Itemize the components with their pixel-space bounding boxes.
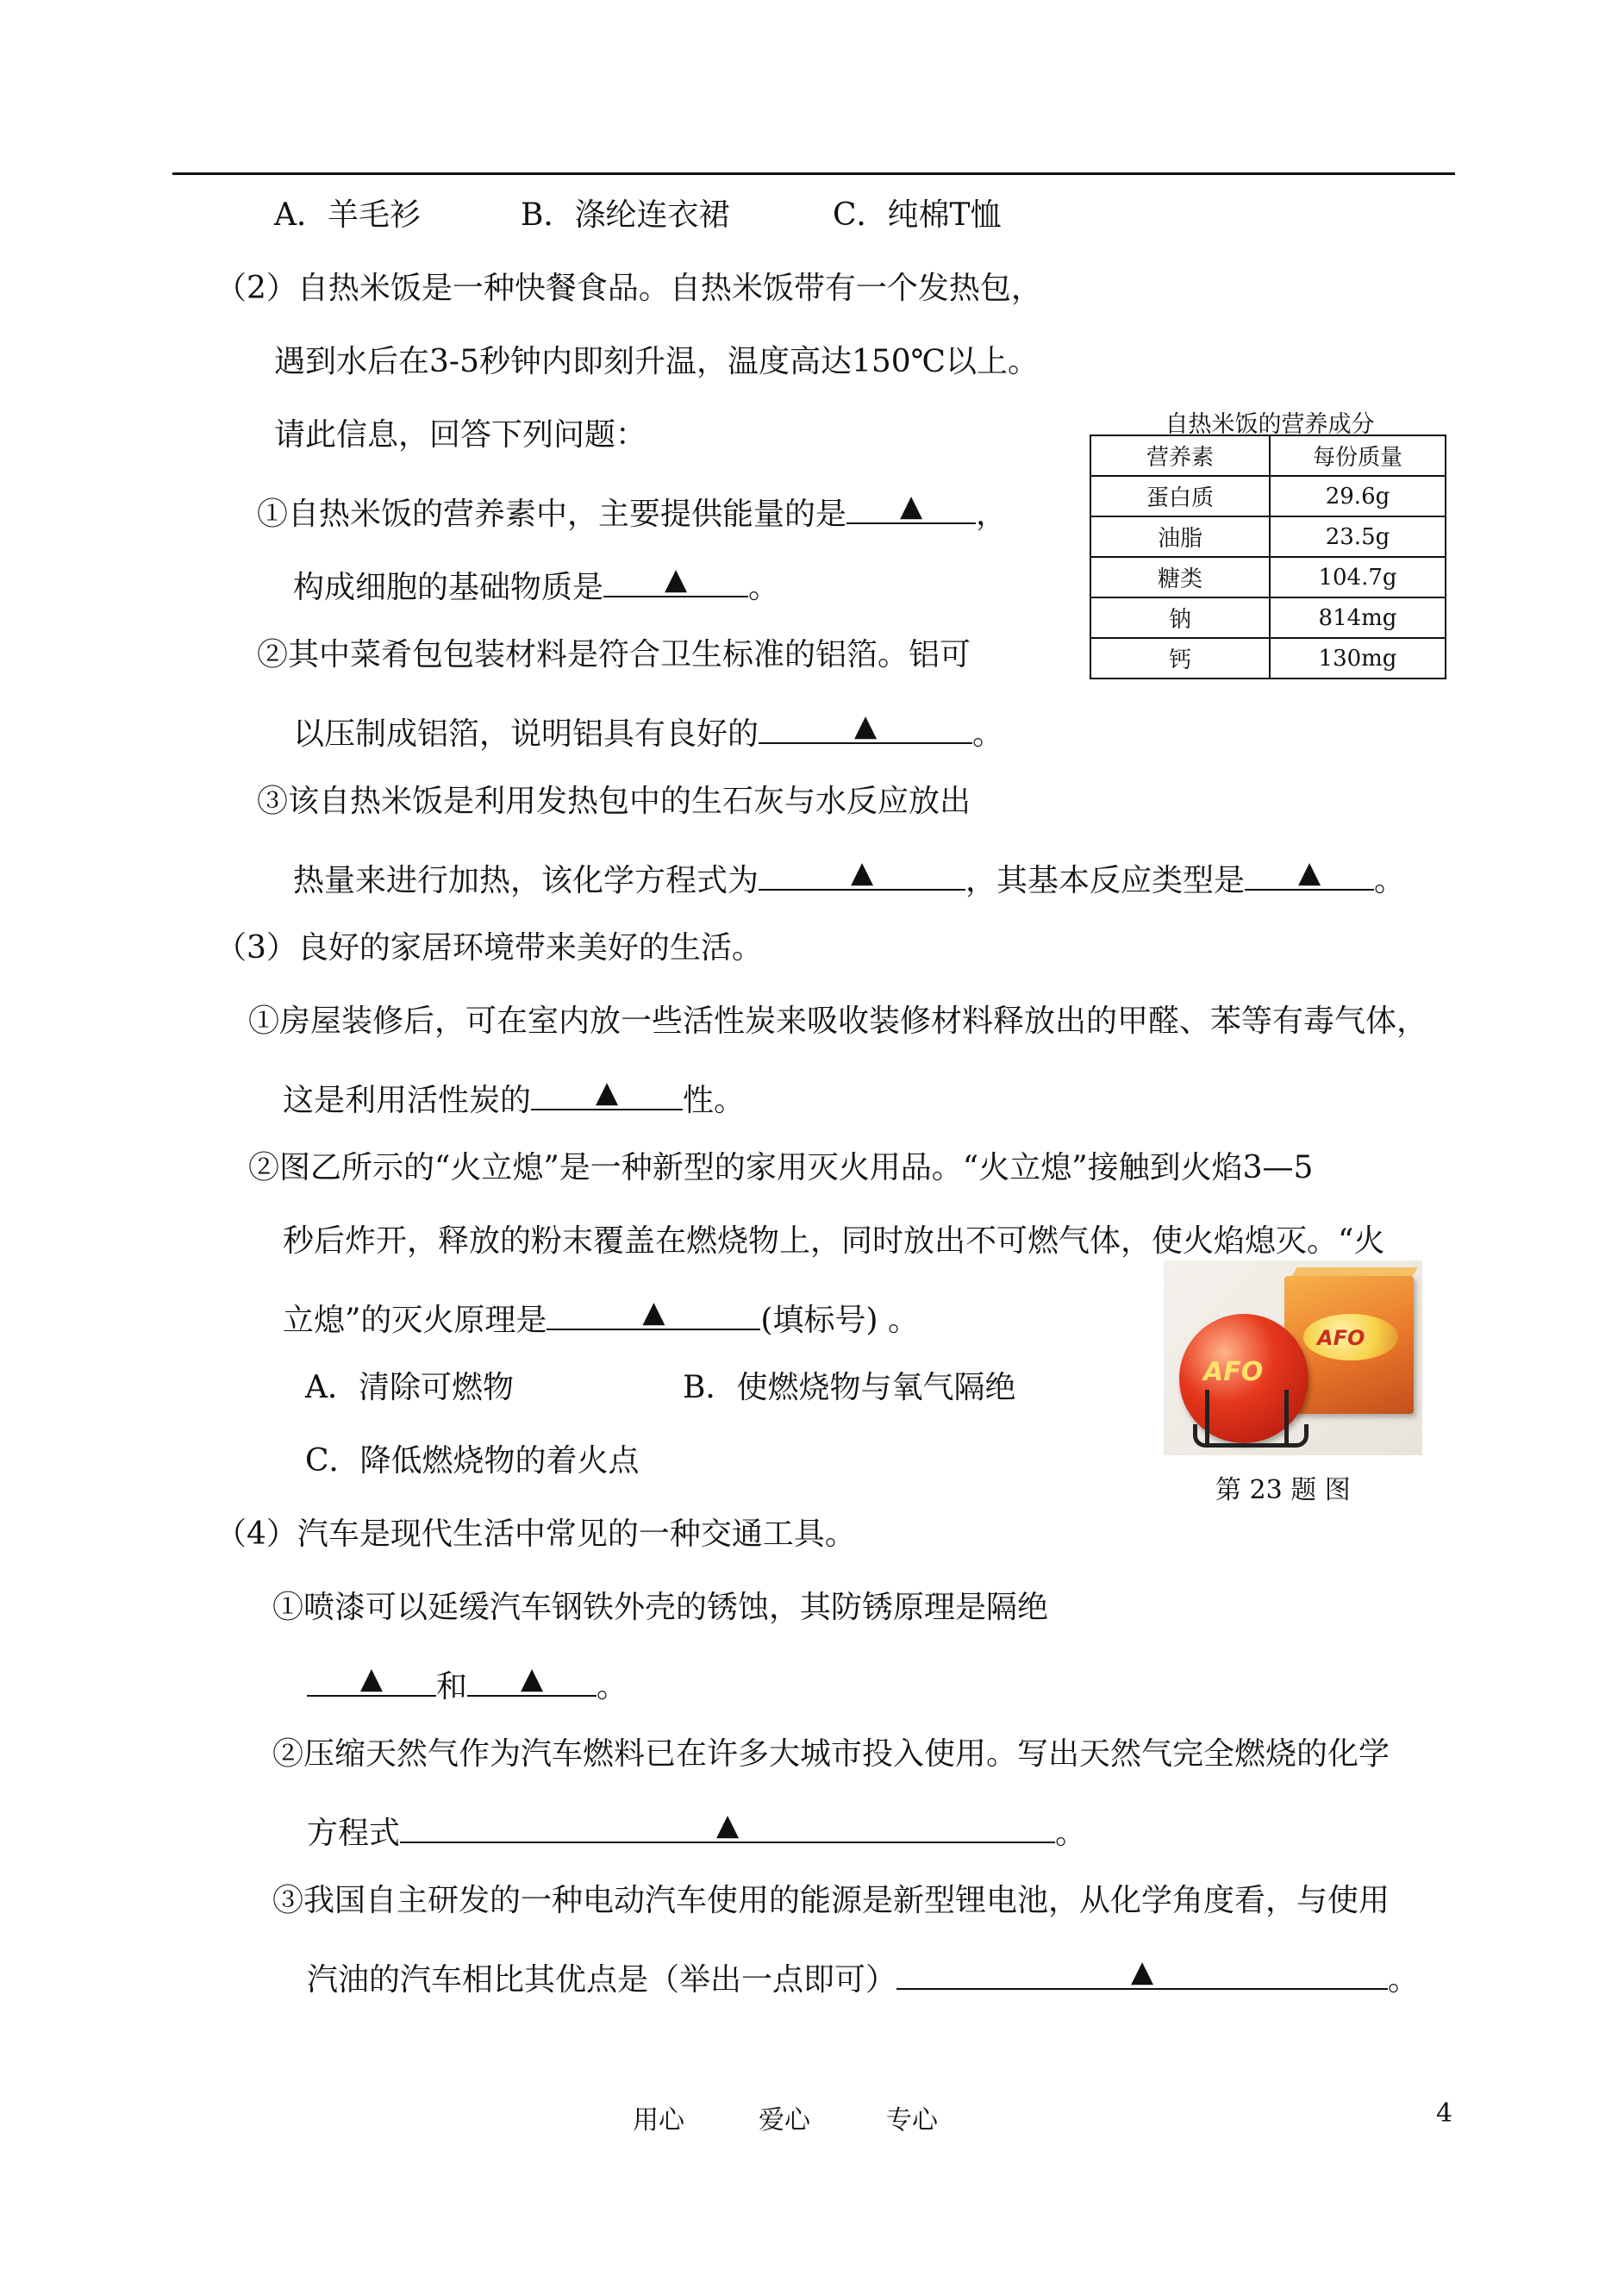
table-header-cell: 营养素	[1090, 435, 1270, 476]
table-cell: 104.7g	[1270, 557, 1446, 597]
table-cell: 油脂	[1090, 516, 1270, 557]
answer-mark: ▲	[850, 855, 874, 890]
table-header-row	[1090, 435, 1446, 476]
nutrition-table-title: 自热米饭的营养成分	[1165, 411, 1375, 438]
answer-blank[interactable]	[467, 1661, 597, 1697]
answer-mark: ▲	[520, 1661, 544, 1696]
q4-sub1-line-b: ▲ 和 ▲ 。	[307, 1666, 628, 1703]
table-row	[1090, 516, 1446, 557]
footer-right: 专心	[886, 2105, 938, 2136]
table-cell: 钠	[1090, 597, 1270, 638]
answer-mark: ▲	[1297, 855, 1321, 890]
q2-sub1-line-a: ①自热米饭的营养素中，主要提供能量的是 ▲ ，	[257, 489, 1008, 532]
header-rule	[172, 172, 1455, 175]
table-cell: 29.6g	[1270, 476, 1446, 516]
q1-option-c: C．纯棉T恤	[833, 197, 1002, 233]
answer-blank[interactable]	[400, 1808, 1055, 1843]
table-row	[1090, 597, 1446, 638]
q3-option-c: C．降低燃烧物的着火点	[305, 1443, 640, 1479]
table-row	[1090, 476, 1446, 516]
ball-logo-text: AFO	[1203, 1357, 1264, 1387]
answer-mark: ▲	[642, 1295, 665, 1329]
photo-caption: 第 23 题 图	[1215, 1475, 1351, 1505]
table-cell: 23.5g	[1270, 516, 1446, 557]
footer-middle: 爱心	[759, 2105, 810, 2136]
answer-blank[interactable]	[759, 855, 965, 891]
q2-sub3-line-a: ③该自热米饭是利用发热包中的生石灰与水反应放出	[257, 784, 971, 819]
table-cell: 蛋白质	[1090, 476, 1270, 516]
footer-left: 用心	[633, 2105, 684, 2136]
table-cell: 130mg	[1270, 638, 1446, 678]
answer-mark: ▲	[853, 709, 878, 743]
answer-mark: ▲	[1130, 1954, 1154, 1989]
q3-option-a: A．清除可燃物	[305, 1370, 514, 1405]
answer-blank[interactable]	[307, 1661, 436, 1697]
q2-sub2-line-b: 以压制成铝箔，说明铝具有良好的 ▲ 。	[293, 709, 1004, 752]
answer-mark: ▲	[595, 1075, 619, 1110]
table-cell: 钙	[1090, 638, 1270, 678]
q1-option-b: B．涤纶连衣裙	[521, 197, 730, 233]
q1-option-a: A．羊毛衫	[274, 197, 421, 233]
q3-sub2-line-b: 秒后炸开，释放的粉末覆盖在燃烧物上，同时放出不可燃气体，使火焰熄灭。“火	[283, 1223, 1385, 1259]
q4-sub3-line-b: 汽油的汽车相比其优点是（举出一点即可） ▲ 。	[307, 1954, 1420, 1998]
answer-blank[interactable]	[1245, 855, 1374, 891]
ball-stand	[1193, 1424, 1309, 1448]
q2-intro-line3: 请此信息，回答下列问题：	[274, 417, 647, 453]
q2-sub3-line-b: 热量来进行加热，该化学方程式为 ▲ ，其基本反应类型是 ▲ 。	[293, 855, 1406, 898]
q4-sub1-line-a: ①喷漆可以延缓汽车钢铁外壳的锈蚀，其防锈原理是隔绝	[272, 1590, 1049, 1625]
fire-extinguisher-ball-photo	[1164, 1260, 1422, 1455]
q3-option-b: B．使燃烧物与氧气隔绝	[683, 1370, 1016, 1405]
q2-intro-line2: 遇到水后在3-5秒钟内即刻升温，温度高达150℃以上。	[274, 344, 1039, 379]
q3-intro: （3）良好的家居环境带来美好的生活。	[215, 930, 763, 966]
q4-sub3-line-a: ③我国自主研发的一种电动汽车使用的能源是新型锂电池，从化学角度看，与使用	[272, 1883, 1390, 1918]
q4-sub2-line-a: ②压缩天然气作为汽车燃料已在许多大城市投入使用。写出天然气完全燃烧的化学	[272, 1736, 1390, 1772]
table-cell: 糖类	[1090, 557, 1270, 597]
q3-sub2-line-a: ②图乙所示的“火立熄”是一种新型的家用灭火用品。“火立熄”接触到火焰3—5	[248, 1150, 1314, 1185]
nutrition-table	[1090, 435, 1446, 679]
q3-sub2-line-c: 立熄”的灭火原理是 ▲ (填标号) 。	[283, 1295, 919, 1338]
answer-mark: ▲	[664, 562, 688, 597]
table-header-cell: 每份质量	[1270, 435, 1446, 476]
answer-mark: ▲	[359, 1661, 384, 1696]
q2-sub1-line-b: 构成细胞的基础物质是 ▲ 。	[293, 562, 780, 605]
answer-blank[interactable]	[603, 562, 748, 597]
table-row	[1090, 557, 1446, 597]
box-logo-text: AFO	[1317, 1326, 1365, 1350]
q4-intro: （4）汽车是现代生活中常见的一种交通工具。	[215, 1516, 856, 1552]
q2-intro-line1: （2）自热米饭是一种快餐食品。自热米饭带有一个发热包，	[215, 271, 1042, 306]
answer-blank[interactable]	[531, 1075, 683, 1110]
q3-sub1-line-b: 这是利用活性炭的 ▲ 性。	[283, 1075, 746, 1118]
q2-sub2-line-a: ②其中菜肴包包装材料是符合卫生标准的铝箔。铝可	[257, 637, 971, 672]
answer-mark: ▲	[899, 489, 923, 523]
answer-blank[interactable]	[759, 709, 972, 744]
q4-sub2-line-b: 方程式 ▲ 。	[307, 1808, 1087, 1851]
answer-mark: ▲	[715, 1808, 740, 1842]
answer-blank[interactable]	[896, 1954, 1388, 1990]
answer-blank[interactable]	[547, 1295, 760, 1330]
page-number: 4	[1436, 2098, 1453, 2129]
answer-blank[interactable]	[846, 489, 976, 524]
q3-sub1-line-a: ①房屋装修后，可在室内放一些活性炭来吸收装修材料释放出的甲醛、苯等有毒气体，	[248, 1004, 1428, 1039]
table-row	[1090, 638, 1446, 678]
table-cell: 814mg	[1270, 597, 1446, 638]
